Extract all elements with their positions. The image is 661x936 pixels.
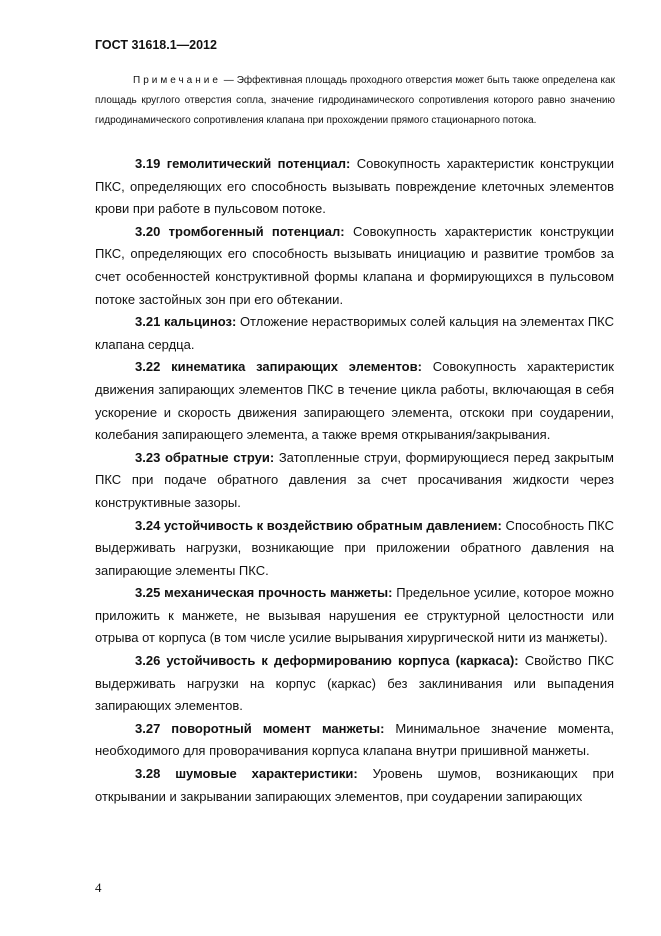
term-entry-3-20 <box>95 221 614 311</box>
term-name: тромбогенный потенциал: <box>168 223 345 239</box>
term-number: 3.28 <box>135 766 161 782</box>
term-number: 3.27 <box>135 720 161 736</box>
term-number: 3.22 <box>135 359 161 375</box>
term-number: 3.26 <box>135 653 161 669</box>
term-definition: Способность ПКС выдерживать нагрузки, возникающие при приложении обратного давления на запирающие элементы ПКС. <box>95 517 614 578</box>
terms-section <box>95 153 614 808</box>
term-name: обратные струи: <box>164 449 275 465</box>
term-name: устойчивость к воздействию обратным давлением: <box>163 517 502 533</box>
term-entry-3-22 <box>95 356 614 446</box>
term-definition: Свойство ПКС выдерживать нагрузки на корпус (каркас) без заклинивания или выпадения запирающих элементов. <box>95 653 614 714</box>
term-definition: Уровень шумов, возникающих при открывании и закрывании запирающих элементов, при соударении запирающих <box>95 766 614 804</box>
term-number: 3.19 <box>135 156 161 171</box>
term-number: 3.25 <box>135 585 161 601</box>
term-name: кальциноз: <box>163 314 237 330</box>
term-name: шумовые характеристики: <box>175 766 358 782</box>
note-text: — Эффективная площадь проходного отверстия может быть также определена как площадь круглого отверстия сопла, значение гидродинамического сопротивления которого равно значению гидродинамического сопротивления клапана при прохождении прямого стационарного потока. <box>95 75 615 126</box>
note-label: Примечание <box>133 75 221 86</box>
term-definition: Отложение нерастворимых солей кальция на элементах ПКС клапана сердца. <box>95 314 614 352</box>
term-name: механическая прочность манжеты: <box>164 585 393 601</box>
term-entry-3-21 <box>95 311 614 356</box>
term-number: 3.23 <box>135 449 161 465</box>
term-number: 3.20 <box>135 223 161 239</box>
term-entry-3-26 <box>95 650 614 718</box>
term-number: 3.24 <box>135 517 161 533</box>
term-definition: Предельное усилие, которое можно приложить к манжете, не вызывая нарушения ее структурной целостности или отрыва от корпуса (в том числе усилие вырывания хирургической нити из манжеты). <box>95 585 614 646</box>
term-definition: Совокупность характеристик конструкции ПКС, определяющих его способность вызывать повреждение клеточных элементов крови при работе в пульсовом потоке. <box>95 156 614 217</box>
term-entry-3-27 <box>95 718 614 763</box>
term-entry-3-19 <box>95 153 614 221</box>
term-name: устойчивость к деформированию корпуса (каркаса): <box>166 653 519 669</box>
term-entry-3-25 <box>95 582 614 650</box>
term-definition: Совокупность характеристик движения запирающих элементов ПКС в течение цикла работы, включающая в себя ускорение и скорость движения запирающего элемента, отскоки при соударении, колебания запирающего элемента, а также время открывания/закрывания. <box>95 359 614 443</box>
term-definition: Затопленные струи, формирующиеся перед закрытым ПКС при подаче обратного давления за счет просачивания жидкости через конструктивные зазоры. <box>95 449 614 510</box>
term-definition: Совокупность характеристик конструкции ПКС, определяющих его способность вызывать инициацию и развитие тромбов за счет особенностей конструктивной формы клапана и формирующихся в пульсовом потоке застойных зон при его обтекании. <box>95 223 614 307</box>
term-definition: Минимальное значение момента, необходимого для проворачивания корпуса клапана внутри пришивной манжеты. <box>95 720 614 759</box>
term-entry-3-24 <box>95 515 614 583</box>
page-number: 4 <box>95 880 102 895</box>
term-name: гемолитический потенциал: <box>166 156 351 171</box>
term-number: 3.21 <box>135 314 161 330</box>
document-header: ГОСТ 31618.1—2012 <box>95 38 217 52</box>
term-name: поворотный момент манжеты: <box>171 720 385 736</box>
term-entry-3-28 <box>95 763 614 808</box>
note-paragraph <box>95 71 615 131</box>
term-name: кинематика запирающих элементов: <box>171 359 422 375</box>
term-entry-3-23 <box>95 447 614 515</box>
